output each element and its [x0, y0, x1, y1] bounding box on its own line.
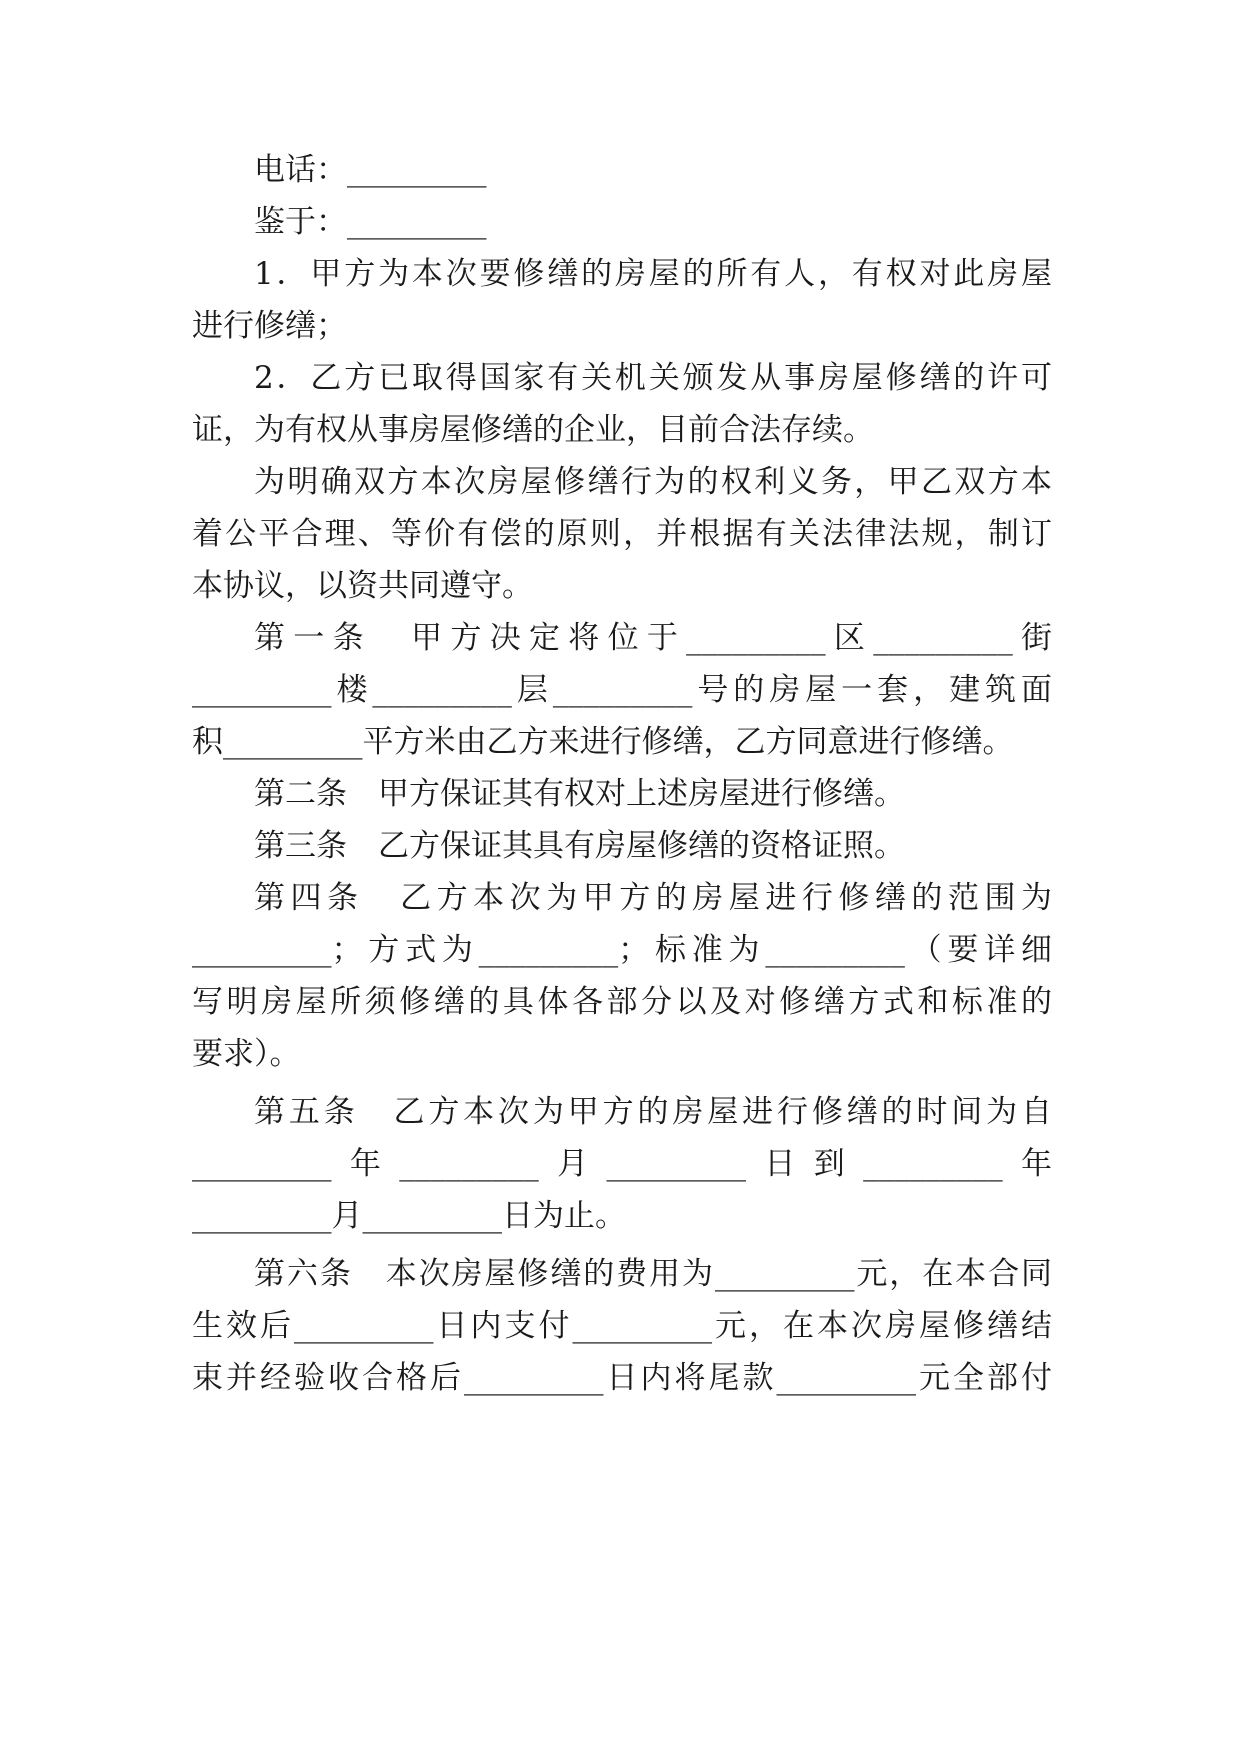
- article-6-line-1: 第六条 本次房屋修缮的费用为_________元，在本合同: [254, 1256, 1052, 1292]
- article-6-line-3: 束并经验收合格后_________日内将尾款_________元全部付: [192, 1360, 1052, 1396]
- article-6-line-2: 生效后_________日内支付_________元，在本次房屋修缮结: [192, 1308, 1052, 1344]
- article-5-line-3: _________月_________日为止。: [192, 1198, 626, 1234]
- phone-line: 电话：_________: [254, 152, 487, 188]
- recital-1-line-2: 进行修缮；: [192, 308, 347, 344]
- article-1-line-1: 第一条 甲方决定将位于_________区_________街: [254, 620, 1052, 656]
- article-4-line-3: 写明房屋所须修缮的具体各部分以及对修缮方式和标准的: [192, 984, 1052, 1020]
- article-1-line-2: _________楼_________层_________号的房屋一套，建筑面: [192, 672, 1052, 708]
- article-4-line-2: _________；方式为_________；标准为_________（要详细: [192, 932, 1052, 968]
- article-4-line-4: 要求）。: [192, 1036, 301, 1072]
- recital-1-line-1: 1．甲方为本次要修缮的房屋的所有人，有权对此房屋: [254, 256, 1052, 292]
- purpose-line-2: 着公平合理、等价有偿的原则，并根据有关法律法规，制订: [192, 516, 1052, 552]
- recital-2-line-1: 2．乙方已取得国家有关机关颁发从事房屋修缮的许可: [254, 360, 1052, 396]
- recital-2-line-2: 证，为有权从事房屋修缮的企业，目前合法存续。: [192, 412, 874, 448]
- article-5-line-1: 第五条 乙方本次为甲方的房屋进行修缮的时间为自: [254, 1094, 1052, 1130]
- purpose-line-1: 为明确双方本次房屋修缮行为的权利义务，甲乙双方本: [254, 464, 1052, 500]
- article-5-line-2: _________年_________月_________日到_________年: [192, 1146, 1052, 1182]
- article-3-line: 第三条 乙方保证其具有房屋修缮的资格证照。: [254, 828, 905, 864]
- article-1-line-3: 积_________平方米由乙方来进行修缮，乙方同意进行修缮。: [192, 724, 1014, 760]
- article-4-line-1: 第四条 乙方本次为甲方的房屋进行修缮的范围为: [254, 880, 1052, 916]
- whereas-line: 鉴于：_________: [254, 204, 487, 240]
- article-2-line: 第二条 甲方保证其有权对上述房屋进行修缮。: [254, 776, 905, 812]
- purpose-line-3: 本协议，以资共同遵守。: [192, 568, 533, 604]
